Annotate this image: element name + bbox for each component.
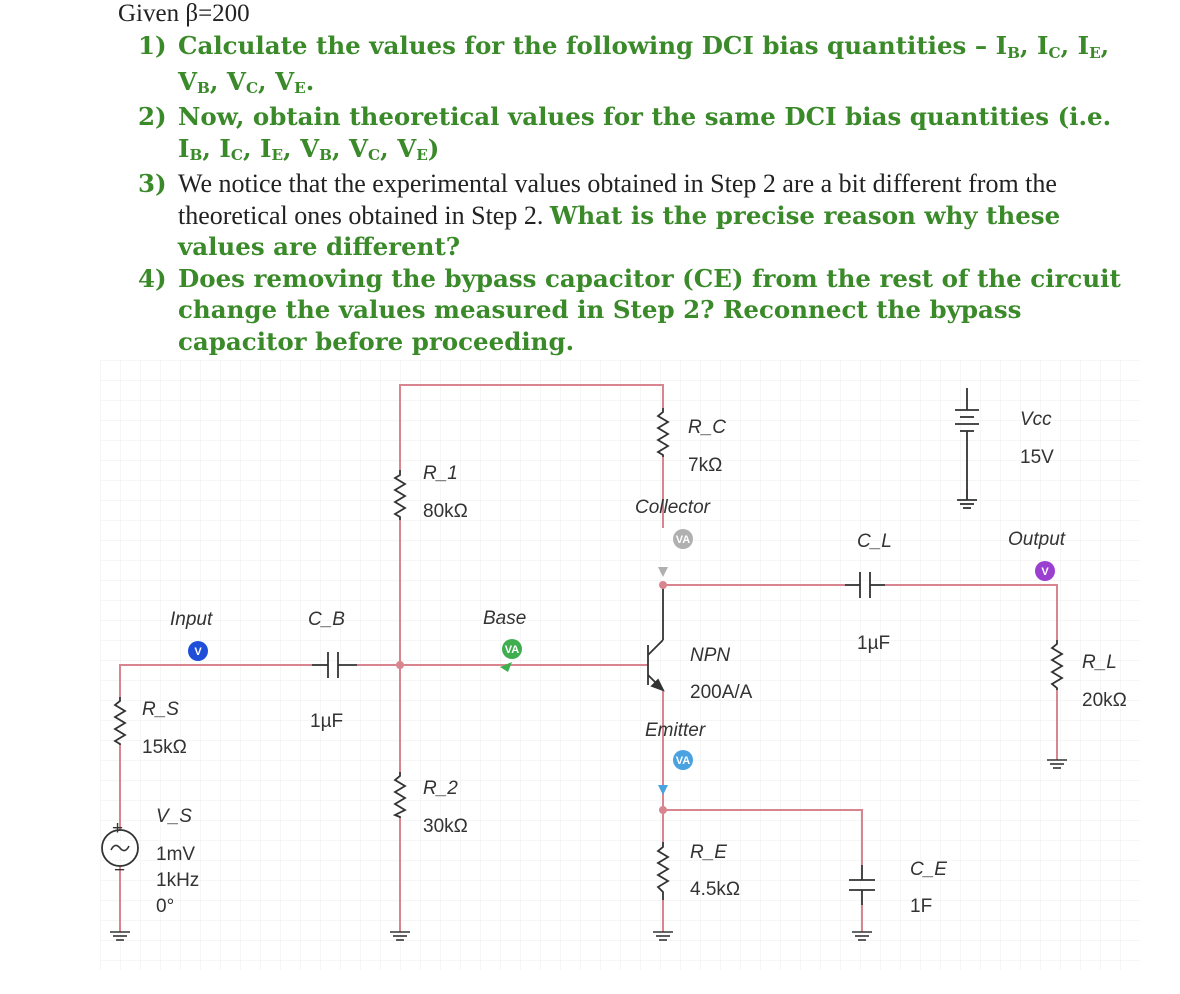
question-text: . (305, 66, 315, 96)
subscript-text: B (319, 146, 332, 165)
svg-text:+: + (112, 818, 124, 839)
re-value: 4.5kΩ (690, 879, 741, 900)
question-text: , I (1019, 31, 1049, 60)
svg-text:VA: VA (504, 644, 520, 656)
svg-text:V: V (194, 646, 202, 658)
cb-value: 1µF (310, 711, 344, 732)
question-text: , I (202, 133, 231, 163)
question-4 (138, 263, 1138, 358)
re-name: R_E (690, 842, 727, 863)
base-label: Base (483, 608, 527, 629)
subscript-text: C (368, 146, 381, 165)
emitter-label: Emitter (645, 720, 706, 741)
vs-name: V_S (156, 806, 192, 827)
input-label: Input (170, 609, 213, 630)
question-list (138, 30, 1138, 357)
question-3 (138, 168, 1138, 263)
question-text: What is the precise reason why these values are different? (178, 200, 1061, 261)
question-number: 1) (138, 31, 167, 60)
subscript-text: C (245, 79, 259, 98)
cb-name: C_B (308, 609, 345, 630)
svg-text:VA: VA (675, 755, 691, 767)
question-text: , V (258, 66, 295, 96)
question-text: ) (427, 133, 440, 163)
vcc-name: Vcc (1020, 409, 1052, 430)
vs-phase: 0° (156, 896, 175, 917)
collector-label: Collector (635, 497, 710, 518)
question-text: , V (209, 66, 246, 96)
junction-dot (396, 661, 404, 669)
output-label: Output (1008, 529, 1066, 550)
question-number: 4) (138, 263, 167, 293)
subscript-text: E (416, 146, 428, 165)
question-1 (138, 30, 1138, 101)
npn-value: 200A/A (690, 682, 753, 703)
subscript-text: C (1048, 43, 1061, 62)
subscript-text: E (271, 146, 284, 165)
subscript-text: E (1089, 43, 1101, 62)
ce-name: C_E (910, 859, 947, 880)
question-number: 3) (138, 169, 167, 198)
r1-value: 80kΩ (423, 501, 468, 522)
question-text: Calculate the values for the following DCI bias quantities – I (178, 31, 1008, 60)
question-text: We notice that the experimental values obtained in Step 2 are a bit different from the theoretical ones obtained in Step 2. (178, 169, 1057, 230)
question-text: , V (178, 31, 1110, 96)
rl-name: R_L (1082, 652, 1117, 673)
voltage-probe-output (1035, 561, 1055, 581)
question-text: Now, obtain theoretical values for the same DCI bias quantities (i.e. I (178, 102, 1112, 163)
npn-name: NPN (690, 645, 731, 666)
question-text: Does removing the bypass capacitor (CE) from the rest of the circuit change the values measured in Step 2? Reconnect the bypass capacitor before proceeding. (178, 263, 1121, 356)
voltage-probe-input (188, 641, 208, 661)
question-text: , I (1060, 31, 1090, 60)
subscript-text: C (230, 146, 243, 165)
ce-value: 1F (910, 896, 933, 917)
svg-text:V: V (1041, 566, 1049, 578)
vs-amplitude: 1mV (156, 844, 196, 865)
vcc-value: 15V (1020, 447, 1054, 468)
subscript-text: E (294, 79, 306, 98)
junction-dot (659, 581, 667, 589)
subscript-text: B (1007, 43, 1020, 62)
question-2 (138, 101, 1138, 168)
rs-value: 15kΩ (142, 737, 187, 758)
subscript-text: B (189, 146, 203, 165)
cl-value: 1µF (857, 633, 891, 654)
circuit-schematic (100, 360, 1140, 970)
question-text: , V (283, 133, 320, 163)
rc-name: R_C (688, 417, 727, 438)
r1-name: R_1 (423, 463, 458, 484)
rc-value: 7kΩ (688, 455, 723, 476)
rl-value: 20kΩ (1082, 690, 1127, 711)
subscript-text: B (197, 79, 210, 98)
cl-name: C_L (857, 531, 892, 552)
junction-dot (659, 806, 667, 814)
question-number: 2) (138, 102, 167, 131)
question-text: , I (242, 133, 272, 163)
question-text: , V (380, 133, 417, 163)
svg-text:−: − (114, 860, 126, 881)
question-text: , V (331, 133, 369, 163)
r2-value: 30kΩ (423, 816, 468, 837)
rs-name: R_S (142, 699, 179, 720)
r2-name: R_2 (423, 778, 458, 799)
vs-frequency: 1kHz (156, 870, 200, 891)
given-beta: Given β=200 (118, 0, 250, 27)
svg-text:VA: VA (675, 534, 691, 546)
